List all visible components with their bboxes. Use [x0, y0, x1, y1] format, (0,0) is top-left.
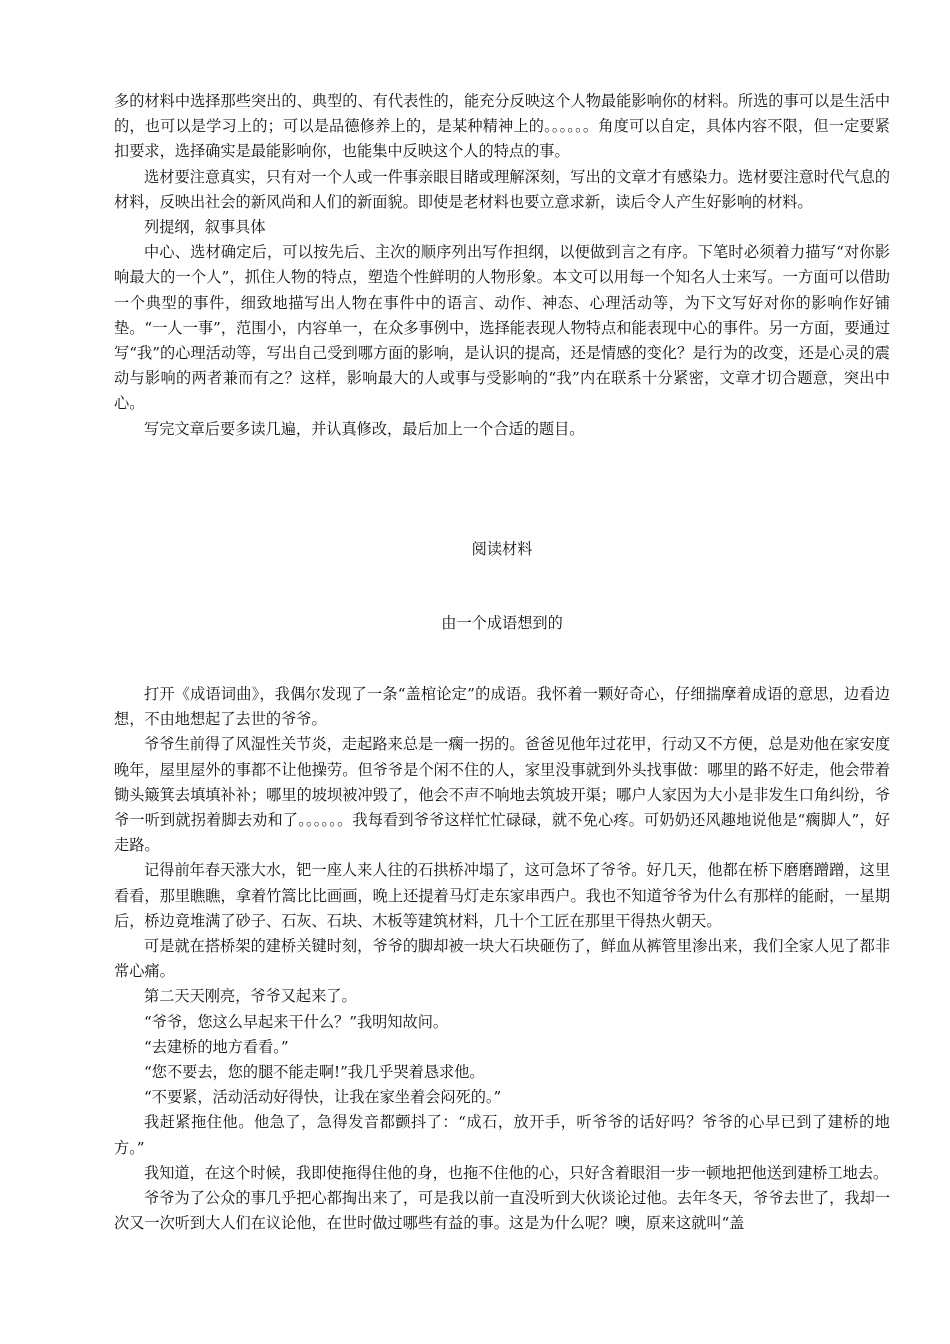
reading-material-heading: 阅读材料	[471, 540, 533, 558]
article-title: 由一个成语想到的	[441, 614, 563, 632]
article-paragraph: 我知道，在这个时候，我即使拖得住他的身，也拖不住他的心，只好含着眼泪一步一顿地把他送到建桥工地去。	[144, 1163, 889, 1182]
dialogue-line: “去建桥的地方看看。”	[144, 1037, 289, 1056]
subheading-outline: 列提纲，叙事具体	[144, 218, 266, 237]
dialogue-line: “您不要去，您的腿不能走啊!”我几乎哭着恳求他。	[144, 1063, 485, 1082]
article-paragraph: 记得前年春天涨大水，钯一座人来人往的石拱桥冲塌了，这可急坏了爷爷。好几天，他都在桥下磨磨蹭蹭，这里看看，那里瞧瞧，拿着竹篙比比画画，晚上还提着马灯走东家串西户。我也不知道爷爷为什么有那样的能耐，一星期后，桥边竟堆满了砂子、石灰、石块、木板等建筑材料，几十个工匠在那里干得热火朝天。	[114, 861, 890, 930]
article-paragraph: 爷爷为了公众的事几乎把心都掏出来了，可是我以前一直没听到大伙谈论过他。去年冬天，爷爷去世了，我却一次又一次听到大人们在议论他，在世时做过哪些有益的事。这是为什么呢？噢，原来这就叫“盖	[114, 1189, 890, 1233]
article-paragraph: 爷爷生前得了风湿性关节炎，走起路来总是一瘸一拐的。爸爸见他年过花甲，行动又不方便，总是劝他在家安度晚年，屋里屋外的事都不让他操劳。但爷爷是个闲不住的人，家里没事就到外头找事做：哪里的路不好走，他会带着锄头簸箕去填填补补；哪里的坡坝被冲毁了，他会不声不响地去筑坡开渠；哪户人家因为大小是非发生口角纠纷，爷爷一听到就拐着脚去劝和了。。。。。。我每看到爷爷这样忙忙碌碌，就不免心疼。可奶奶还风趣地说他是“瘸脚人”，好走路。	[114, 735, 890, 855]
dialogue-line: “不要紧，活动活动好得快，让我在家坐着会闷死的。”	[144, 1088, 502, 1107]
writing-guide-section	[114, 89, 890, 442]
paragraph-outline-detail: 中心、选材确定后，可以按先后、主次的顺序列出写作担纲，以便做到言之有序。下笔时必须着力描写“对你影响最大的一个人”，抓住人物的特点，塑造个性鲜明的人物形象。本文可以用每一个知名人士来写。一方面可以借助一个典型的事件，细致地描写出人物在事件中的语言、动作、神态、心理活动等，为下文写好对你的影响作好铺垫。“一人一事”，范围小，内容单一，在众多事例中，选择能表现人物特点和能表现中心的事件。另一方面，要通过写“我”的心理活动等，写出自己受到哪方面的影响，是认识的提高，还是情感的变化？是行为的改变，还是心灵的震动与影响的两者兼而有之？这样，影响最大的人或事与受影响的“我”内在联系十分紧密，文章才切合题意，突出中心。	[114, 243, 890, 413]
article-paragraph: 打开《成语词曲》，我偶尔发现了一条“盖棺论定”的成语。我怀着一颗好奇心，仔细揣摩着成语的意思，边看边想，不由地想起了去世的爷爷。	[114, 685, 890, 729]
article-paragraph: 我赶紧拖住他。他急了，急得发音都颤抖了：“成石，放开手，听爷爷的话好吗？爷爷的心早已到了建桥的地方。”	[114, 1113, 890, 1157]
paragraph-revision: 写完文章后要多读几遍，并认真修改，最后加上一个合适的题目。	[144, 419, 585, 438]
article-paragraph: 可是就在搭桥架的建桥关键时刻，爷爷的脚却被一块大石块砸伤了，鲜血从裤管里渗出来，我们全家人见了都非常心痛。	[114, 937, 890, 981]
article-paragraph: 第二天天刚亮，爷爷又起来了。	[144, 987, 357, 1006]
dialogue-line: “爷爷，您这么早起来干什么？”我明知故问。	[144, 1012, 449, 1031]
paragraph-material-selection: 多的材料中选择那些突出的、典型的、有代表性的，能充分反映这个人物最能影响你的材料。所选的事可以是生活中的，也可以是学习上的；可以是品德修养上的，是某种精神上的。。。。。。角度可以自定，具体内容不限，但一定要紧扣要求，选择确实是最能影响你，也能集中反映这个人的特点的事。	[114, 92, 890, 161]
paragraph-material-authenticity: 选材要注意真实，只有对一个人或一件事亲眼目睹或理解深刻，写出的文章才有感染力。选材要注意时代气息的材料，反映出社会的新风尚和人们的新面貌。即使是老材料也要立意求新，读后令人产生好影响的材料。	[114, 167, 890, 211]
article-body	[114, 682, 890, 1236]
